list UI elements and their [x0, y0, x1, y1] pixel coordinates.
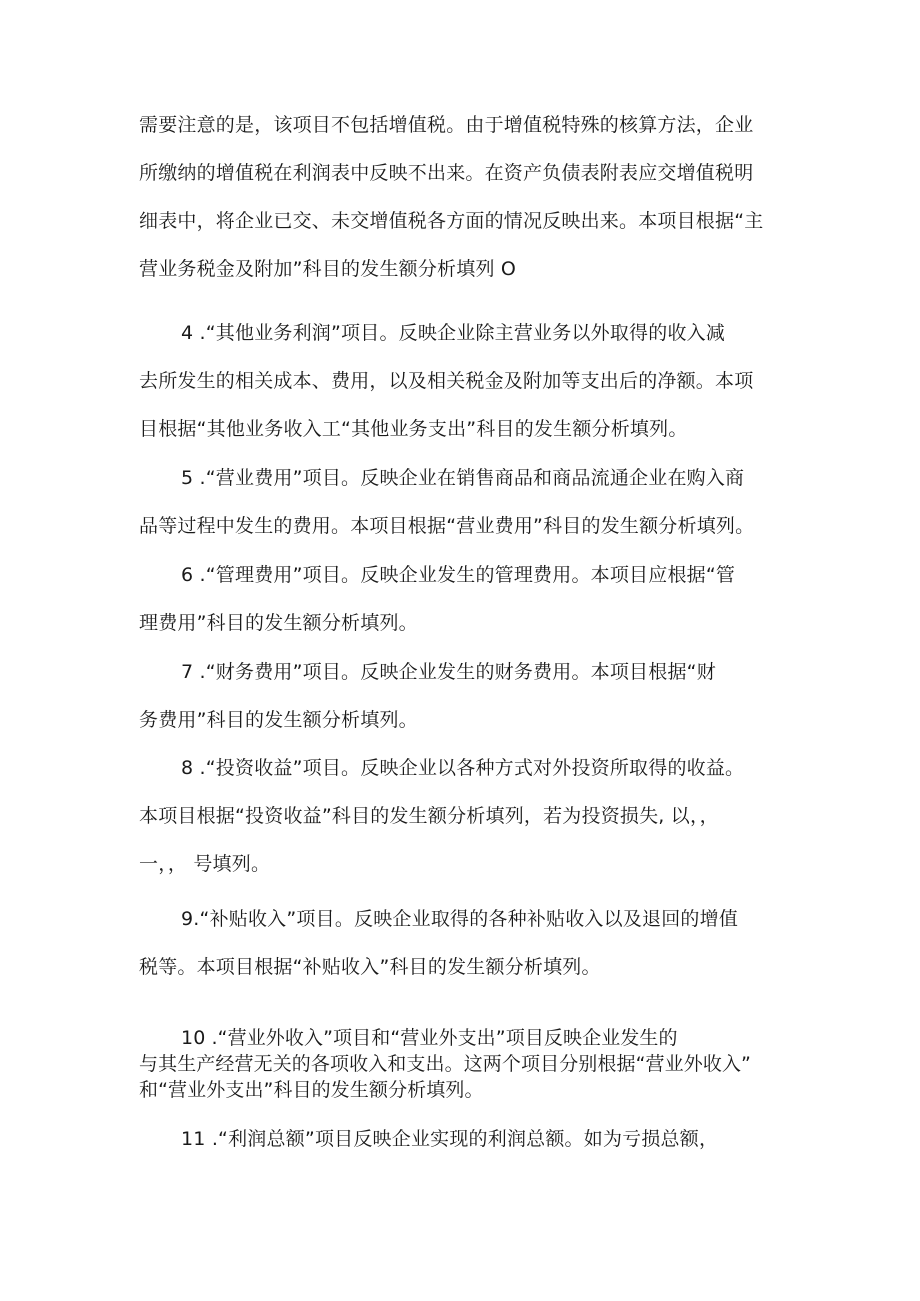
text-line: 11 .“利润总额”项目反映企业实现的利润总额。如为亏损总额， — [181, 1128, 719, 1150]
text-line: 去所发生的相关成本、费用，以及相关税金及附加等支出后的净额。本项 — [139, 370, 754, 392]
text-line: 6 .“管理费用”项目。反映企业发生的管理费用。本项目应根据“管 — [181, 564, 736, 586]
text-line: 与其生产经营无关的各项收入和支出。这两个项目分别根据“营业外收入” — [139, 1053, 751, 1075]
text-line: 7 .“财务费用”项目。反映企业发生的财务费用。本项目根据“财 — [181, 661, 716, 683]
text-line: 5 .“营业费用”项目。反映企业在销售商品和商品流通企业在购入商 — [181, 467, 745, 489]
text-line: 10 .“营业外收入”项目和“营业外支出”项目反映企业发生的 — [181, 1027, 678, 1049]
text-line: 需要注意的是，该项目不包括增值税。由于增值税特殊的核算方法，企业 — [139, 114, 754, 136]
text-line: 9.“补贴收入”项目。反映企业取得的各种补贴收入以及退回的增值 — [181, 908, 739, 930]
text-line: 和“营业外支出”科目的发生额分析填列。 — [139, 1079, 484, 1101]
text-line: 税等。本项目根据“补贴收入”科目的发生额分析填列。 — [139, 956, 601, 978]
text-line: 所缴纳的增值税在利润表中反映不出来。在资产负债表附表应交增值税明 — [139, 162, 754, 184]
text-line: 一，， 号填列。 — [139, 853, 271, 875]
text-line: 营业务税金及附加”科目的发生额分析填列 O — [139, 258, 517, 280]
text-line: 务费用”科目的发生额分析填列。 — [139, 709, 418, 731]
text-line: 4 .“其他业务利润”项目。反映企业除主营业务以外取得的收入减 — [181, 322, 726, 344]
text-line: 细表中，将企业已交、未交增值税各方面的情况反映出来。本项目根据“主 — [139, 210, 764, 232]
text-line: 品等过程中发生的费用。本项目根据“营业费用”科目的发生额分析填列。 — [139, 515, 755, 537]
text-line: 本项目根据“投资收益”科目的发生额分析填列，若为投资损失, 以，， — [139, 805, 719, 827]
text-line: 目根据“其他业务收入工“其他业务支出”科目的发生额分析填列。 — [139, 418, 688, 440]
text-line: 8 .“投资收益”项目。反映企业以各种方式对外投资所取得的收益。 — [181, 757, 745, 779]
text-line: 理费用”科目的发生额分析填列。 — [139, 612, 418, 634]
